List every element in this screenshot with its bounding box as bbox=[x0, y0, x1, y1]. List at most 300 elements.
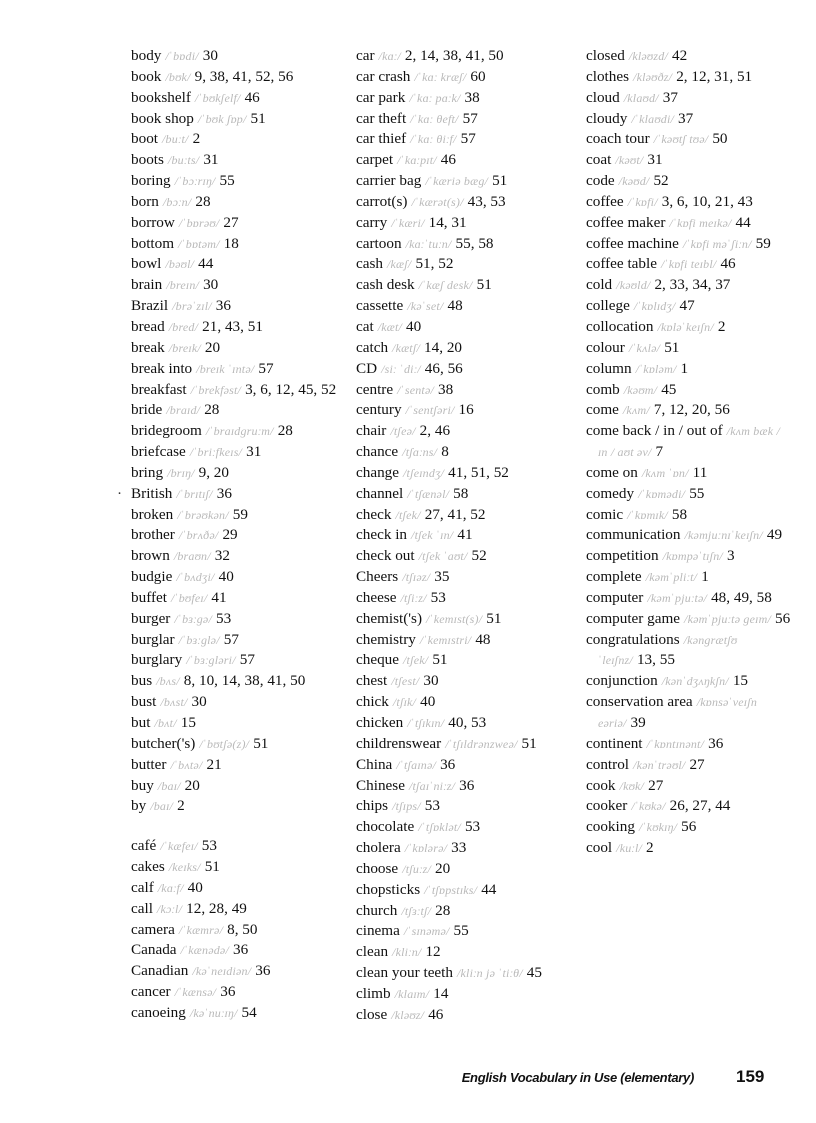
index-entry bbox=[356, 838, 571, 859]
entry-word: chemist('s) bbox=[356, 609, 423, 627]
entry-pages: 13, 55 bbox=[636, 651, 675, 669]
entry-pronunciation: /ˈkɒfi teɪbl/ bbox=[660, 257, 717, 272]
entry-word: chips bbox=[356, 797, 389, 815]
entry-pages: 2 bbox=[177, 797, 185, 815]
entry-word: bridegroom bbox=[131, 422, 202, 440]
entry-word: bride bbox=[131, 401, 163, 419]
entry-pages: 58 bbox=[453, 484, 469, 502]
index-entry bbox=[131, 567, 341, 588]
index-entry bbox=[356, 275, 571, 296]
entry-pages: 53 bbox=[464, 818, 481, 836]
index-entry bbox=[131, 857, 341, 878]
entry-pronunciation: /ˈbrʌðə/ bbox=[178, 528, 219, 543]
entry-pages: 51, 52 bbox=[415, 255, 454, 273]
index-entry bbox=[356, 525, 571, 546]
entry-pages: 40 bbox=[218, 568, 234, 586]
entry-pages: 2, 12, 31, 51 bbox=[676, 67, 753, 85]
entry-word: competition bbox=[586, 547, 659, 565]
index-entry bbox=[356, 671, 571, 692]
entry-pages: 31 bbox=[647, 151, 663, 169]
entry-pages: 53 bbox=[424, 797, 440, 815]
entry-pages: 43, 53 bbox=[467, 192, 506, 210]
entry-pages: 44 bbox=[198, 255, 214, 273]
entry-pronunciation: /ˈkemɪst(s)/ bbox=[426, 611, 483, 626]
entry-word: but bbox=[131, 714, 151, 731]
entry-pages: 2, 46 bbox=[419, 422, 451, 440]
entry-pronunciation: /ˈbɜːglə/ bbox=[178, 632, 220, 647]
index-entry bbox=[131, 982, 341, 1003]
index-entry bbox=[586, 796, 791, 817]
page-footer bbox=[0, 1066, 816, 1090]
entry-pronunciation: /kɔːl/ bbox=[156, 901, 183, 916]
entry-pronunciation: /buːt/ bbox=[162, 132, 189, 147]
entry-pages: 40 bbox=[187, 878, 203, 896]
entry-pronunciation: /ˈkʊkə/ bbox=[631, 799, 666, 814]
index-entry bbox=[586, 421, 791, 463]
entry-pages: 16 bbox=[458, 401, 474, 419]
entry-pages: 2, 14, 38, 41, 50 bbox=[404, 47, 504, 64]
index-entry bbox=[356, 254, 571, 275]
entry-pages: 31 bbox=[203, 151, 219, 169]
entry-pages: 48 bbox=[447, 297, 463, 315]
index-entry bbox=[356, 442, 571, 463]
entry-word: code bbox=[586, 172, 615, 190]
entry-pronunciation: /ˈbɒtəm/ bbox=[178, 236, 220, 251]
entry-pronunciation: /tʃest/ bbox=[391, 674, 420, 689]
entry-pronunciation: /bəʊl/ bbox=[165, 257, 195, 272]
index-entry bbox=[131, 899, 341, 920]
index-entry bbox=[356, 776, 571, 797]
entry-pages: 14 bbox=[433, 984, 449, 1002]
entry-word: complete bbox=[586, 568, 642, 586]
index-entry bbox=[131, 317, 341, 338]
entry-pages: 57 bbox=[460, 130, 476, 148]
index-entry bbox=[586, 463, 791, 484]
index-entry bbox=[586, 630, 791, 672]
entry-word: boring bbox=[131, 172, 171, 190]
entry-pronunciation: /tʃek ˈɪn/ bbox=[411, 528, 454, 543]
entry-pronunciation: /ˈbʌdʒi/ bbox=[176, 570, 215, 585]
entry-pronunciation: /ˈkæmrə/ bbox=[178, 922, 224, 937]
entry-pronunciation: /kəmjuːnɪˈkeɪʃn/ bbox=[684, 528, 763, 543]
entry-pronunciation: /ˈsɪnəmə/ bbox=[403, 924, 450, 939]
index-entry bbox=[131, 234, 341, 255]
entry-pronunciation: /kʌm ˈɒn/ bbox=[641, 465, 689, 480]
index-entry bbox=[131, 275, 341, 296]
entry-pronunciation: /brəˈzɪl/ bbox=[172, 299, 212, 314]
index-entry bbox=[131, 755, 341, 776]
entry-pronunciation: /ˈkɒfi/ bbox=[627, 194, 658, 209]
entry-pronunciation: /ˈkɒfi meɪkə/ bbox=[669, 215, 732, 230]
index-entry bbox=[131, 129, 341, 150]
entry-word: communication bbox=[586, 526, 681, 544]
index-entry bbox=[356, 796, 571, 817]
index-entry bbox=[356, 692, 571, 713]
entry-pages: 33 bbox=[451, 839, 467, 857]
entry-pronunciation: /ˈsentʃəri/ bbox=[405, 403, 455, 418]
entry-word: break into bbox=[131, 359, 193, 377]
entry-word: climb bbox=[356, 984, 391, 1002]
entry-pages: 45 bbox=[526, 964, 542, 982]
entry-pronunciation: /kliːn/ bbox=[392, 945, 422, 960]
entry-word: carrier bag bbox=[356, 172, 422, 190]
entry-word: Canadian bbox=[131, 962, 189, 980]
index-entry bbox=[356, 650, 571, 671]
index-entry bbox=[586, 109, 791, 130]
index-entry bbox=[356, 88, 571, 109]
entry-pronunciation: /kəʊt/ bbox=[615, 153, 644, 168]
index-entry bbox=[356, 213, 571, 234]
index-entry bbox=[131, 961, 341, 982]
entry-pages: 2 bbox=[646, 839, 654, 857]
entry-word: cool bbox=[586, 839, 613, 857]
index-entry bbox=[356, 567, 571, 588]
index-entry bbox=[356, 67, 571, 88]
index-entry bbox=[356, 921, 571, 942]
entry-pages: 51 bbox=[204, 858, 220, 876]
entry-pronunciation: /braʊn/ bbox=[173, 549, 211, 564]
index-entry bbox=[131, 192, 341, 213]
entry-pages: 12 bbox=[425, 943, 441, 961]
entry-pages: 60 bbox=[470, 67, 486, 85]
entry-word: chest bbox=[356, 672, 388, 690]
entry-pages: 45 bbox=[661, 380, 677, 398]
entry-pronunciation: /ˈbrɪtɪʃ/ bbox=[176, 486, 213, 501]
entry-pronunciation: /ˈkænsə/ bbox=[174, 985, 217, 1000]
entry-word: computer bbox=[586, 588, 644, 606]
index-entry bbox=[356, 192, 571, 213]
index-column-1 bbox=[117, 46, 341, 1024]
index-entry bbox=[586, 776, 791, 797]
entry-pronunciation: /ˈkɑː pɑːk/ bbox=[409, 90, 461, 105]
index-entry bbox=[586, 400, 791, 421]
index-entry bbox=[356, 755, 571, 776]
index-entry bbox=[131, 546, 341, 567]
entry-pages: 36 bbox=[708, 734, 724, 752]
entry-word: column bbox=[586, 359, 632, 377]
entry-pronunciation: /kəmˈpjuːtə geɪm/ bbox=[684, 611, 771, 626]
entry-pronunciation: /ˈkʌlə/ bbox=[628, 340, 661, 355]
entry-word: catch bbox=[356, 338, 389, 356]
index-entry bbox=[586, 546, 791, 567]
index-entry bbox=[586, 838, 791, 859]
entry-word: cash desk bbox=[356, 276, 415, 294]
index-entry bbox=[356, 984, 571, 1005]
index-entry bbox=[356, 380, 571, 401]
entry-pronunciation: /ˈtʃɒpstɪks/ bbox=[424, 882, 478, 897]
entry-word: comb bbox=[586, 380, 620, 398]
index-entry bbox=[586, 67, 791, 88]
entry-pronunciation: /ˈbʊtʃə(z)/ bbox=[199, 736, 250, 751]
entry-word: conservation area bbox=[586, 693, 693, 711]
entry-pages: 2 bbox=[717, 317, 726, 335]
index-entry bbox=[586, 671, 791, 692]
index-column-3 bbox=[586, 46, 791, 859]
entry-word: centre bbox=[356, 380, 394, 398]
entry-pronunciation: /kæt/ bbox=[377, 319, 403, 334]
entry-pronunciation: /breɪk/ bbox=[168, 340, 201, 355]
entry-word: brown bbox=[131, 547, 170, 565]
entry-pronunciation: /ˈkɑː kræʃ/ bbox=[414, 69, 467, 84]
index-entry bbox=[131, 796, 341, 817]
entry-pronunciation: /kləʊz/ bbox=[391, 1007, 425, 1022]
entry-word: buffet bbox=[131, 588, 167, 606]
entry-word: computer game bbox=[586, 609, 681, 627]
index-entry bbox=[131, 296, 341, 317]
index-entry bbox=[131, 1003, 341, 1024]
entry-pages: 51 bbox=[250, 109, 266, 127]
entry-word: come bbox=[586, 401, 619, 419]
entry-pages: 51 bbox=[476, 276, 492, 294]
entry-pages: 46 bbox=[440, 151, 456, 169]
entry-pronunciation: /ˈkæriə bæg/ bbox=[425, 174, 489, 189]
entry-pages: 3, 6, 10, 21, 43 bbox=[661, 192, 753, 210]
index-entry bbox=[131, 338, 341, 359]
entry-word: chocolate bbox=[356, 818, 415, 836]
entry-word: bring bbox=[131, 463, 164, 481]
entry-pages: 20 bbox=[204, 338, 221, 356]
entry-pages: 51 bbox=[492, 172, 508, 190]
entry-pages: 20 bbox=[435, 859, 451, 877]
entry-pages: 35 bbox=[434, 568, 450, 586]
entry-word: British bbox=[131, 484, 173, 502]
index-entry bbox=[131, 836, 341, 857]
entry-pages: 7, 12, 20, 56 bbox=[653, 401, 730, 419]
entry-word: cheque bbox=[356, 651, 400, 669]
entry-pages: 37 bbox=[678, 109, 694, 127]
entry-word: chemistry bbox=[356, 630, 416, 648]
entry-pages: 15 bbox=[180, 714, 196, 731]
entry-pronunciation: /kætʃ/ bbox=[392, 340, 421, 355]
entry-word: bottom bbox=[131, 234, 175, 252]
entry-pronunciation: /ˈkəʊtʃ tʊə/ bbox=[653, 132, 709, 147]
entry-pages: 54 bbox=[241, 1003, 257, 1021]
entry-pronunciation: /braɪd/ bbox=[166, 403, 201, 418]
index-column-2 bbox=[356, 46, 571, 1026]
index-entry bbox=[586, 213, 791, 234]
entry-pages: 51 bbox=[486, 609, 502, 627]
entry-pages: 27, 41, 52 bbox=[424, 505, 486, 523]
entry-word: carrot(s) bbox=[356, 192, 408, 210]
entry-pages: 57 bbox=[462, 109, 478, 127]
entry-word: colour bbox=[586, 338, 625, 356]
entry-word: continent bbox=[586, 734, 643, 752]
entry-pronunciation: /bʊk/ bbox=[165, 69, 191, 84]
entry-word: Cheers bbox=[356, 568, 399, 586]
entry-pages: 48, 49, 58 bbox=[711, 588, 772, 606]
entry-pages: 38 bbox=[464, 88, 480, 106]
entry-pages: 52 bbox=[471, 547, 487, 565]
index-entry bbox=[131, 692, 341, 713]
entry-pages: 51 bbox=[664, 338, 680, 356]
entry-pages: 2, 33, 34, 37 bbox=[654, 276, 731, 294]
index-entry bbox=[586, 46, 791, 67]
entry-pronunciation: /ˈbʌtə/ bbox=[170, 757, 203, 772]
entry-word: channel bbox=[356, 484, 404, 502]
entry-word: coffee maker bbox=[586, 213, 666, 231]
entry-pages: 56 bbox=[774, 609, 791, 627]
entry-pages: 58 bbox=[671, 505, 688, 523]
entry-pages: 50 bbox=[712, 130, 728, 148]
entry-pronunciation: /tʃɜːtʃ/ bbox=[401, 903, 432, 918]
entry-word: bowl bbox=[131, 255, 162, 273]
index-entry bbox=[131, 525, 341, 546]
entry-pages: 8, 50 bbox=[227, 920, 258, 938]
index-entry bbox=[586, 192, 791, 213]
entry-pronunciation: /klaʊd/ bbox=[623, 90, 659, 105]
entry-word: butcher('s) bbox=[131, 734, 196, 752]
entry-pronunciation: /kɑːf/ bbox=[157, 880, 184, 895]
entry-pronunciation: /kəʊld/ bbox=[616, 278, 651, 293]
entry-pages: 32 bbox=[214, 547, 230, 565]
index-entry bbox=[356, 150, 571, 171]
entry-pages: 21, 43, 51 bbox=[202, 317, 263, 335]
entry-pronunciation: /ˈbɜːgləri/ bbox=[186, 653, 236, 668]
entry-pages: 55, 58 bbox=[455, 234, 494, 252]
entry-pronunciation: /ˈbriːfkeɪs/ bbox=[189, 445, 243, 460]
entry-word: burglar bbox=[131, 630, 175, 648]
entry-word: bust bbox=[131, 693, 157, 711]
index-entry bbox=[356, 942, 571, 963]
entry-pages: 57 bbox=[239, 651, 255, 669]
entry-pages: 57 bbox=[223, 630, 239, 648]
index-entry bbox=[131, 359, 341, 380]
entry-word: comedy bbox=[586, 484, 635, 502]
index-entry bbox=[586, 275, 791, 296]
entry-pages: 41 bbox=[457, 526, 473, 544]
index-entry bbox=[131, 609, 341, 630]
entry-word: breakfast bbox=[131, 380, 187, 398]
entry-pronunciation: /bʌt/ bbox=[154, 716, 177, 730]
entry-pages: 36 bbox=[215, 297, 231, 315]
entry-pages: 36 bbox=[233, 941, 249, 959]
entry-pages: 27 bbox=[223, 213, 239, 231]
entry-pronunciation: /ˈbraɪdgruːm/ bbox=[205, 424, 274, 439]
entry-word: bookshelf bbox=[131, 88, 191, 106]
index-entry bbox=[356, 46, 571, 67]
index-entry bbox=[586, 88, 791, 109]
entry-pronunciation: /ˈkɑː θeft/ bbox=[410, 111, 459, 126]
entry-pronunciation: /kuːl/ bbox=[616, 841, 643, 856]
index-entry bbox=[356, 359, 571, 380]
index-entry bbox=[586, 609, 791, 630]
entry-word: calf bbox=[131, 878, 154, 896]
entry-pages: 57 bbox=[258, 359, 274, 377]
entry-pronunciation: /ˈbʊkʃelf/ bbox=[194, 90, 241, 105]
entry-word: budgie bbox=[131, 568, 173, 586]
index-entry bbox=[131, 734, 341, 755]
index-entry bbox=[586, 817, 791, 838]
entry-pages: 53 bbox=[201, 837, 217, 855]
entry-pages: 30 bbox=[423, 672, 439, 690]
entry-pronunciation: /tʃɑːns/ bbox=[402, 445, 438, 460]
index-entry bbox=[356, 109, 571, 130]
entry-word: break bbox=[131, 338, 165, 356]
entry-word: chopsticks bbox=[356, 880, 421, 898]
entry-word: carpet bbox=[356, 151, 394, 169]
entry-word: camera bbox=[131, 920, 175, 938]
entry-pages: 49 bbox=[766, 526, 783, 544]
index-entry bbox=[586, 525, 791, 546]
entry-word: carry bbox=[356, 213, 388, 231]
entry-pages: 47 bbox=[679, 297, 695, 315]
index-entry bbox=[586, 150, 791, 171]
entry-word: cooking bbox=[586, 818, 635, 836]
entry-pronunciation: /breɪk ˈɪntə/ bbox=[196, 361, 255, 376]
entry-word: check out bbox=[356, 547, 415, 565]
entry-pronunciation: /bɔːn/ bbox=[162, 194, 192, 209]
index-entry bbox=[131, 505, 341, 526]
entry-pronunciation: /kləʊðz/ bbox=[633, 69, 673, 84]
entry-pages: 28 bbox=[277, 422, 293, 440]
entry-pronunciation: /bʌs/ bbox=[156, 674, 180, 689]
index-entry bbox=[131, 630, 341, 651]
index-entry bbox=[586, 129, 791, 150]
index-entry bbox=[586, 359, 791, 380]
index-entry bbox=[356, 234, 571, 255]
entry-word: coffee table bbox=[586, 255, 657, 273]
entry-pronunciation: /kɑːˈtuːn/ bbox=[405, 236, 452, 251]
index-entry bbox=[356, 296, 571, 317]
entry-pronunciation: /ˈkɒmədi/ bbox=[638, 486, 686, 501]
entry-pronunciation: /kəʊm/ bbox=[623, 382, 658, 397]
entry-pronunciation: /ˈkæfeɪ/ bbox=[160, 839, 198, 854]
entry-pronunciation: /tʃek/ bbox=[395, 507, 421, 522]
entry-pronunciation: /ˈkɒmɪk/ bbox=[627, 507, 668, 522]
entry-word: CD bbox=[356, 359, 378, 377]
entry-pronunciation: /tʃaɪˈniːz/ bbox=[408, 778, 456, 793]
entry-pronunciation: /tʃɪəz/ bbox=[402, 570, 431, 585]
entry-word: cassette bbox=[356, 297, 404, 315]
index-entry bbox=[356, 880, 571, 901]
entry-pages: 9, 20 bbox=[198, 463, 229, 481]
entry-word: cooker bbox=[586, 797, 628, 815]
index-entry bbox=[356, 609, 571, 630]
entry-word: book bbox=[131, 67, 162, 85]
entry-pages: 2 bbox=[192, 130, 201, 148]
entry-pages: 36 bbox=[220, 983, 236, 1001]
entry-word: cloudy bbox=[586, 109, 628, 127]
index-entry bbox=[131, 254, 341, 275]
index-entry bbox=[356, 484, 571, 505]
entry-word: car bbox=[356, 47, 375, 64]
index-entry bbox=[586, 380, 791, 401]
entry-word: clean your teeth bbox=[356, 964, 453, 982]
index-entry bbox=[356, 1005, 571, 1026]
entry-pronunciation: /kəʊd/ bbox=[618, 174, 650, 189]
entry-pronunciation: /tʃiːz/ bbox=[400, 590, 427, 605]
entry-pages: 44 bbox=[481, 880, 497, 898]
index-entry bbox=[131, 442, 341, 463]
entry-pronunciation: /ˈbrəʊkən/ bbox=[177, 507, 229, 522]
entry-pages: 7 bbox=[655, 443, 664, 461]
index-entry bbox=[131, 67, 341, 88]
entry-pronunciation: /brɪŋ/ bbox=[167, 465, 195, 480]
entry-pages: 11 bbox=[692, 463, 708, 481]
entry-pages: 39 bbox=[630, 714, 646, 731]
entry-pages: 55 bbox=[219, 172, 235, 190]
index-entry bbox=[131, 463, 341, 484]
index-entry bbox=[131, 650, 341, 671]
entry-pages: 28 bbox=[204, 401, 220, 419]
entry-pronunciation: /bred/ bbox=[168, 319, 199, 334]
entry-word: Brazil bbox=[131, 297, 169, 315]
entry-pages: 51 bbox=[432, 651, 448, 669]
entry-pages: 36 bbox=[255, 962, 271, 980]
entry-pages: 8, 10, 14, 38, 41, 50 bbox=[183, 672, 306, 690]
entry-word: change bbox=[356, 463, 400, 481]
entry-pronunciation: /ˈtʃɒklət/ bbox=[418, 820, 461, 835]
